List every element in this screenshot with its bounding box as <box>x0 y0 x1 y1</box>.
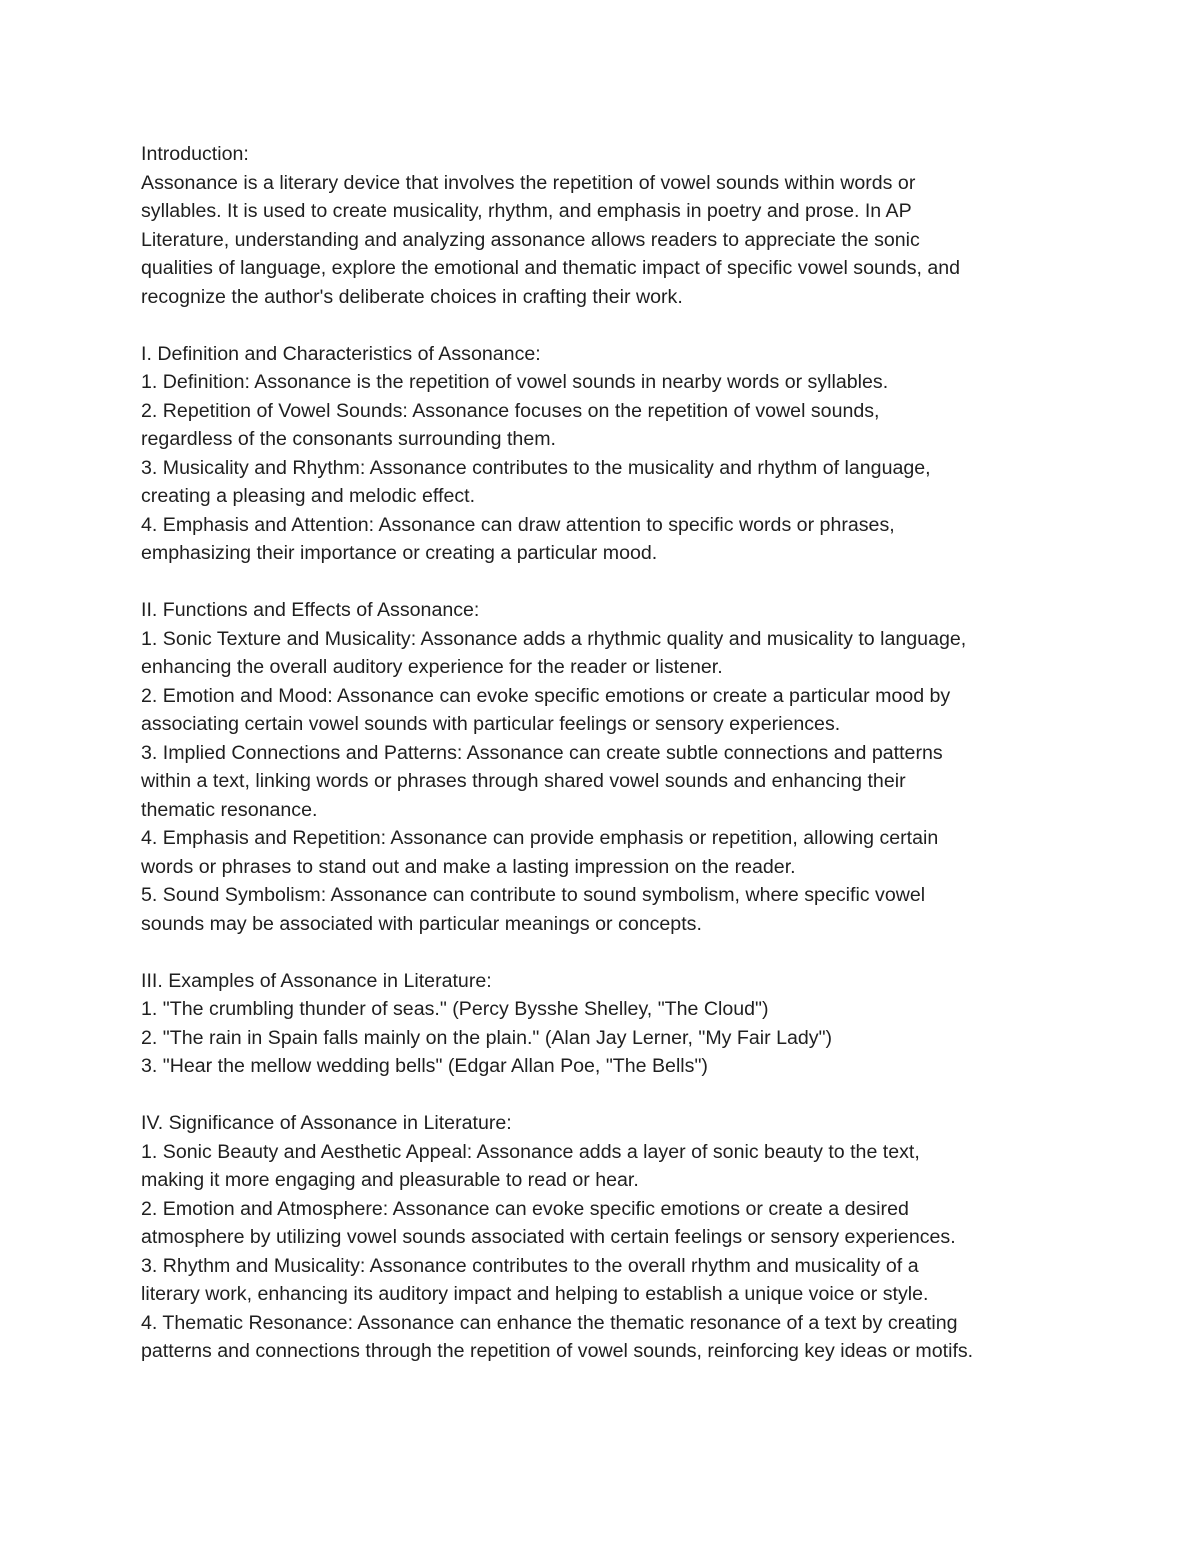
section-4-line: 2. Emotion and Atmosphere: Assonance can evoke specific emotions or create a desired <box>141 1197 909 1220</box>
paragraph-spacer <box>141 311 1071 340</box>
section-1-line: 3. Musicality and Rhythm: Assonance contributes to the musicality and rhythm of language, <box>141 456 931 479</box>
section-2-line: enhancing the overall auditory experience for the reader or listener. <box>141 656 723 678</box>
intro-line: qualities of language, explore the emotional and thematic impact of specific vowel sounds, and <box>141 257 961 279</box>
section-1-line: 2. Repetition of Vowel Sounds: Assonance focuses on the repetition of vowel sounds, <box>141 399 880 422</box>
section-2-line: 5. Sound Symbolism: Assonance can contribute to sound symbolism, where specific vowel <box>141 884 926 906</box>
section-2-line: words or phrases to stand out and make a lasting impression on the reader. <box>141 855 796 878</box>
document-body <box>141 140 1071 1366</box>
section-1-line: 1. Definition: Assonance is the repetition of vowel sounds in nearby words or syllables. <box>141 371 889 393</box>
intro-line: Assonance is a literary device that involves the repetition of vowel sounds within words or <box>141 171 916 194</box>
section-2-line: 3. Implied Connections and Patterns: Assonance can create subtle connections and patterns <box>141 741 943 764</box>
section-2-line: 4. Emphasis and Repetition: Assonance can provide emphasis or repetition, allowing certain <box>141 827 939 849</box>
intro-line: Literature, understanding and analyzing assonance allows readers to appreciate the sonic <box>141 228 920 251</box>
intro-heading: Introduction: <box>141 143 249 165</box>
section-3-line: 3. "Hear the mellow wedding bells" (Edgar Allan Poe, "The Bells") <box>141 1055 708 1077</box>
paragraph-spacer <box>141 568 1071 597</box>
paragraph-spacer <box>141 938 1071 967</box>
section-3-heading: III. Examples of Assonance in Literature: <box>141 969 492 992</box>
section-4-line: atmosphere by utilizing vowel sounds associated with certain feelings or sensory experiences. <box>141 1226 956 1248</box>
paragraph-spacer <box>141 1081 1071 1110</box>
section-4-line: 1. Sonic Beauty and Aesthetic Appeal: Assonance adds a layer of sonic beauty to the text, <box>141 1140 920 1163</box>
section-4-line: literary work, enhancing its auditory impact and helping to establish a unique voice or style. <box>141 1283 929 1305</box>
section-3-line: 1. "The crumbling thunder of seas." (Percy Bysshe Shelley, "The Cloud") <box>141 998 769 1020</box>
section-2-heading: II. Functions and Effects of Assonance: <box>141 599 480 621</box>
section-1-line: regardless of the consonants surrounding them. <box>141 428 556 450</box>
intro-line: syllables. It is used to create musicality, rhythm, and emphasis in poetry and prose. In AP <box>141 200 912 222</box>
section-4-heading: IV. Significance of Assonance in Literature: <box>141 1112 512 1134</box>
section-2-line: 1. Sonic Texture and Musicality: Assonance adds a rhythmic quality and musicality to language, <box>141 627 967 650</box>
section-2-line: thematic resonance. <box>141 798 318 821</box>
section-4-line: 3. Rhythm and Musicality: Assonance contributes to the overall rhythm and musicality of a <box>141 1254 919 1277</box>
section-1-line: 4. Emphasis and Attention: Assonance can draw attention to specific words or phrases, <box>141 513 895 536</box>
section-4-line: 4. Thematic Resonance: Assonance can enhance the thematic resonance of a text by creating <box>141 1311 958 1334</box>
section-2-line: 2. Emotion and Mood: Assonance can evoke specific emotions or create a particular mood by <box>141 684 951 707</box>
section-4-line: patterns and connections through the repetition of vowel sounds, reinforcing key ideas or motifs. <box>141 1340 974 1362</box>
section-1-line: emphasizing their importance or creating a particular mood. <box>141 542 658 564</box>
section-1-heading: I. Definition and Characteristics of Assonance: <box>141 342 541 365</box>
section-4-line: making it more engaging and pleasurable to read or hear. <box>141 1169 639 1191</box>
section-3-line: 2. "The rain in Spain falls mainly on the plain." (Alan Jay Lerner, "My Fair Lady") <box>141 1026 833 1049</box>
section-1-line: creating a pleasing and melodic effect. <box>141 485 476 507</box>
section-2-line: within a text, linking words or phrases through shared vowel sounds and enhancing their <box>141 770 906 792</box>
section-2-line: associating certain vowel sounds with particular feelings or sensory experiences. <box>141 713 841 735</box>
intro-line: recognize the author's deliberate choices in crafting their work. <box>141 285 683 308</box>
section-2-line: sounds may be associated with particular meanings or concepts. <box>141 912 702 935</box>
